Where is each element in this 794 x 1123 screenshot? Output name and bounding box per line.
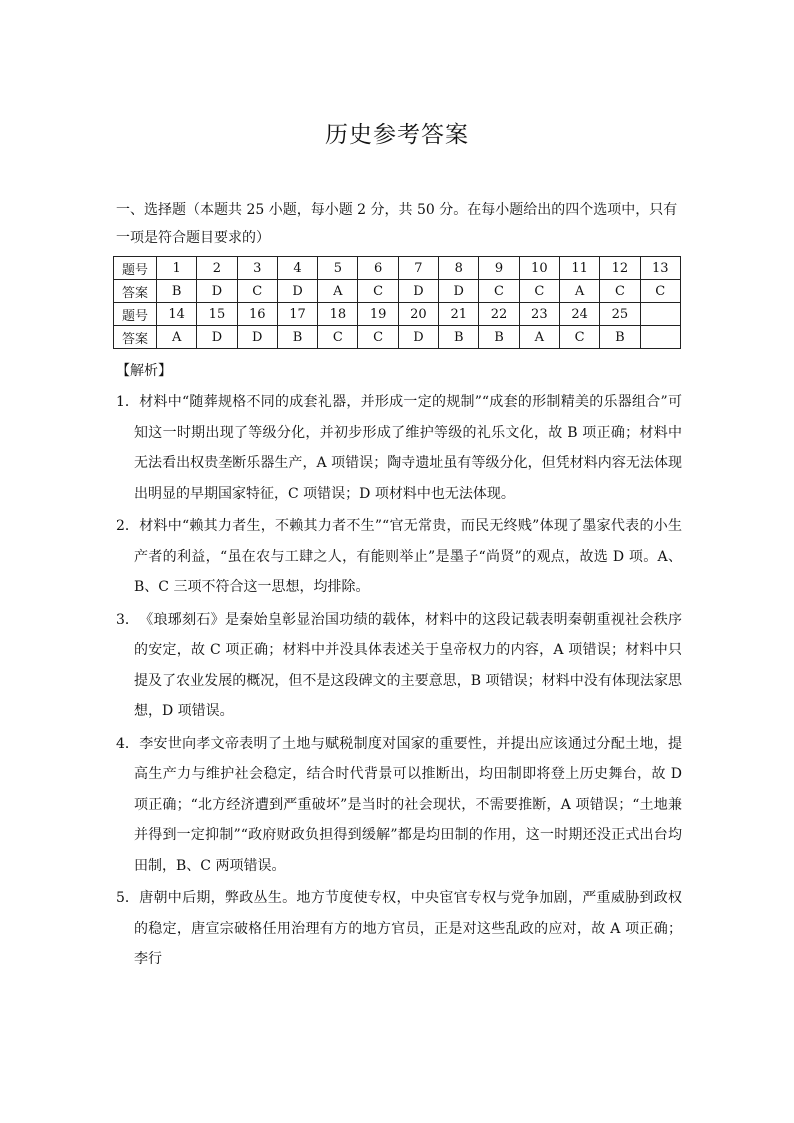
answer-table-cell: 23: [519, 303, 559, 326]
answer-table-cell: 8: [439, 257, 479, 280]
item-number: 1．: [116, 394, 139, 410]
answer-table-cell: D: [398, 326, 438, 349]
answer-table-cell: 10: [519, 257, 559, 280]
answer-table-row: [114, 303, 681, 326]
answer-table-cell: A: [559, 280, 599, 303]
answer-table-cell: A: [318, 280, 358, 303]
answer-table-row: [114, 280, 681, 303]
row-header-cell: 题号: [114, 303, 157, 326]
answer-table-cell: C: [640, 280, 680, 303]
answer-table-cell: 4: [277, 257, 317, 280]
answer-table-cell: C: [358, 280, 398, 303]
answer-table-cell: B: [600, 326, 640, 349]
answer-table-cell: B: [479, 326, 519, 349]
item-number: 2．: [116, 518, 139, 534]
answer-table-cell: [640, 326, 680, 349]
page-title: 历史参考答案: [325, 122, 469, 148]
answer-table-cell: 12: [600, 257, 640, 280]
answer-table-cell: 2: [197, 257, 237, 280]
row-header-cell: 答案: [114, 280, 157, 303]
answer-table-cell: 13: [640, 257, 680, 280]
answer-table-cell: C: [559, 326, 599, 349]
answer-table-cell: A: [157, 326, 197, 349]
answer-table-cell: 3: [237, 257, 277, 280]
answer-table-row: [114, 257, 681, 280]
answer-table-cell: D: [277, 280, 317, 303]
item-text: 唐朝中后期，弊政丛生。地方节度使专权，中央宦官专权与党争加剧，严重威胁到政权的稳定，唐宣宗破格任用治理有方的地方官员，正是对这些乱政的应对，故 A 项正确；李行: [134, 890, 682, 967]
item-number: 3．: [116, 611, 139, 628]
answer-table-cell: 19: [358, 303, 398, 326]
answer-table-cell: 15: [197, 303, 237, 326]
answer-table-cell: 1: [157, 257, 197, 280]
answer-table-cell: 5: [318, 257, 358, 280]
answer-table-cell: 25: [600, 303, 640, 326]
answer-table-cell: B: [439, 326, 479, 349]
answer-table-cell: 11: [559, 257, 599, 280]
answer-table-cell: 6: [358, 257, 398, 280]
item-number: 4．: [116, 735, 139, 752]
analysis-item-4: [116, 729, 682, 882]
answer-table-cell: B: [157, 280, 197, 303]
answer-table-cell: 9: [479, 257, 519, 280]
answer-table-cell: A: [519, 326, 559, 349]
answer-table-cell: 7: [398, 257, 438, 280]
answer-table-cell: C: [479, 280, 519, 303]
answer-table-cell: [640, 303, 680, 326]
section-intro: 一、选择题（本题共 25 小题，每小题 2 分，共 50 分。在每小题给出的四个选项中，只有一项是符合题目要求的）: [116, 202, 678, 246]
answer-table-cell: D: [197, 280, 237, 303]
answer-table-cell: D: [439, 280, 479, 303]
answer-table-cell: 18: [318, 303, 358, 326]
answer-table: [113, 256, 681, 349]
answer-table-cell: 20: [398, 303, 438, 326]
analysis-label: 【解析】: [116, 363, 172, 379]
answer-table-cell: 14: [157, 303, 197, 326]
answer-table-cell: 22: [479, 303, 519, 326]
answer-table-cell: 16: [237, 303, 277, 326]
analysis-item-1: [116, 387, 682, 509]
item-text: 材料中“赖其力者生，不赖其力者不生”“官无常贵，而民无终贱”体现了墨家代表的小生产者的利益，“虽在农与工肆之人，有能则举止”是墨子“尚贤”的观点，故选 D 项。A、B、C 三项不符合这一思想，均排除。: [134, 518, 682, 595]
answer-table-cell: B: [277, 326, 317, 349]
answer-table-cell: C: [237, 280, 277, 303]
analysis-item-2: [116, 511, 682, 603]
answer-table-cell: C: [600, 280, 640, 303]
answer-table-row: [114, 326, 681, 349]
item-text: 《琅琊刻石》是秦始皇彰显治国功绩的载体，材料中的这段记载表明秦朝重视社会秩序的安定，故 C 项正确；材料中并没具体表述关于皇帝权力的内容，A 项错误；材料中只提及了农业发展的概况，但不是这段碑文的主要意思，B 项错误；材料中没有体现法家思想，D 项错误。: [134, 611, 682, 719]
answer-table-cell: C: [358, 326, 398, 349]
analysis-list: [116, 387, 682, 977]
answer-table-cell: 21: [439, 303, 479, 326]
row-header-cell: 题号: [114, 257, 157, 280]
item-text: 李安世向孝文帝表明了土地与赋税制度对国家的重要性，并提出应该通过分配土地，提高生产力与维护社会稳定，结合时代背景可以推断出，均田制即将登上历史舞台，故 D 项正确；“北方经济遭到严重破坏”是当时的社会现状，不需要推断，A 项错误；“土地兼并得到一定抑制”“政府财政负担得到缓解”都是均田制的作用，这一时期还没正式出台均田制，B、C 两项错误。: [134, 735, 682, 874]
analysis-item-5: [116, 883, 682, 975]
item-text: 材料中“随葬规格不同的成套礼器，并形成一定的规制”“成套的形制精美的乐器组合”可知这一时期出现了等级分化，并初步形成了维护等级的礼乐文化，故 B 项正确；材料中无法看出权贵垄断乐器生产，A 项错误；陶寺遗址虽有等级分化，但凭材料内容无法体现出明显的早期国家特征，C 项错误；D 项材料中也无法体现。: [134, 394, 682, 502]
answer-table-cell: D: [237, 326, 277, 349]
answer-table-cell: D: [398, 280, 438, 303]
row-header-cell: 答案: [114, 326, 157, 349]
answer-table-cell: C: [519, 280, 559, 303]
answer-table-cell: D: [197, 326, 237, 349]
analysis-item-3: [116, 605, 682, 727]
answer-table-cell: 17: [277, 303, 317, 326]
item-number: 5．: [116, 890, 139, 906]
answer-table-cell: 24: [559, 303, 599, 326]
answer-table-cell: C: [318, 326, 358, 349]
